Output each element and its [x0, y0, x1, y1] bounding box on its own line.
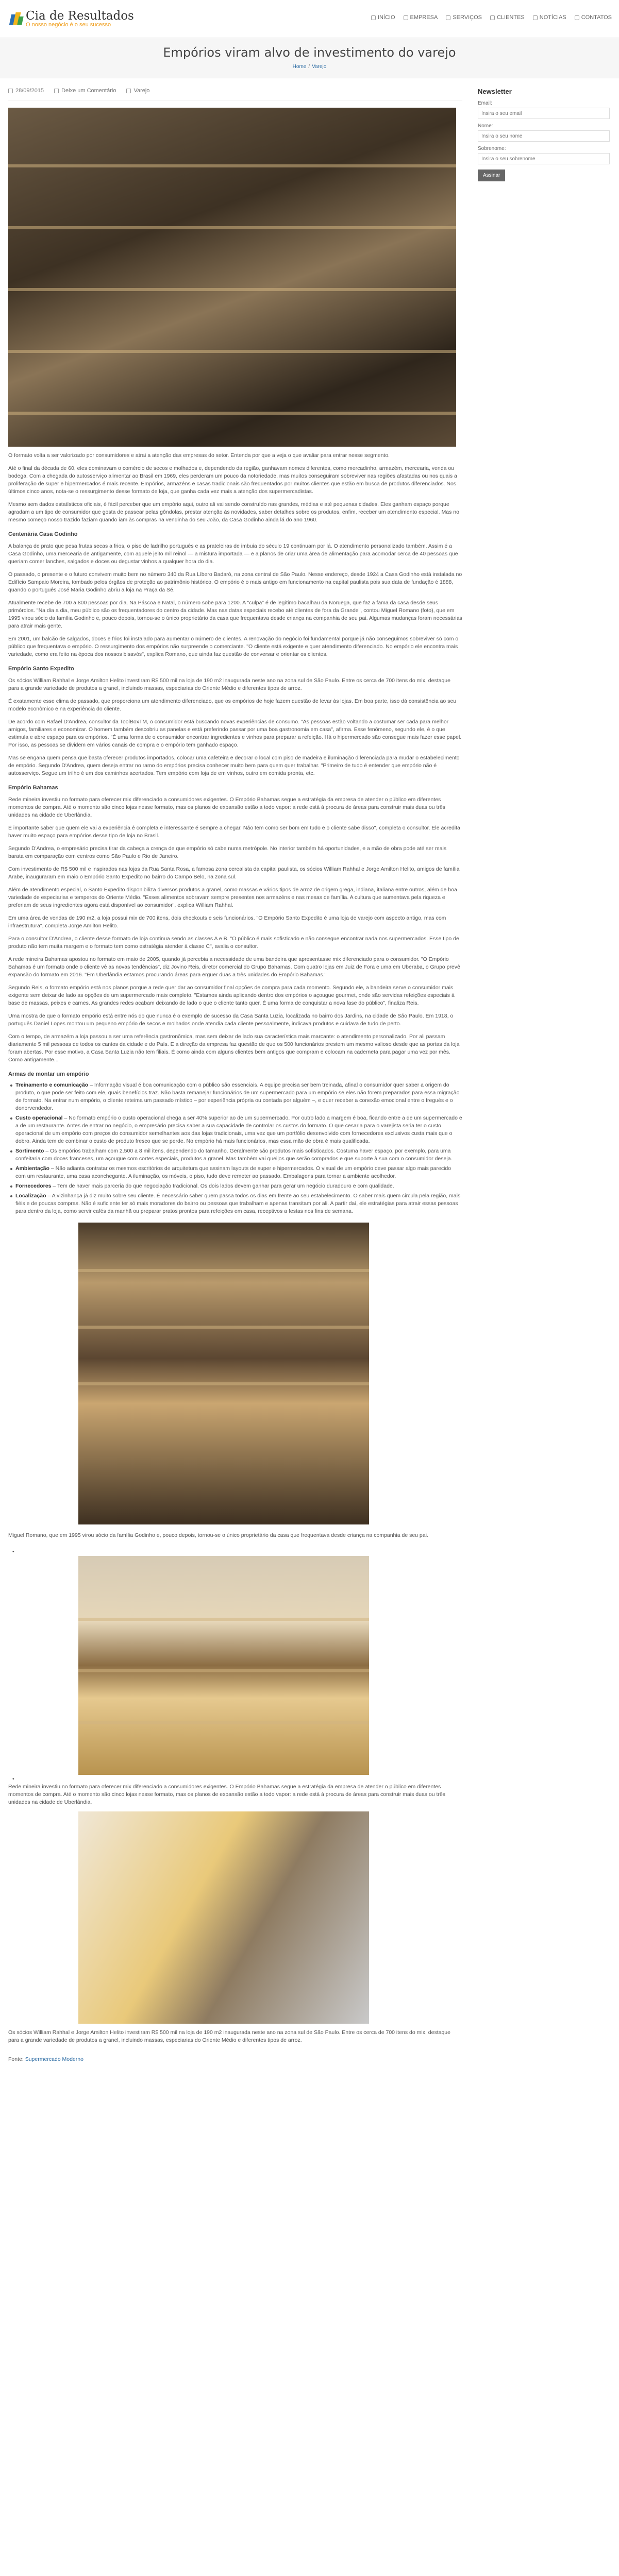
- section-heading: Empório Santo Expedito: [8, 666, 74, 672]
- article-paragraph: Mas se engana quem pensa que basta oferecer produtos importados, colocar uma cafeteira e decorar o local com piso de madeira e iluminação diferenciada para mudar o estabelecimento de empório. Segundo D'Andrea, quem deseja entrar no ramo do empórios precisa conhecer muito bem para quem quer trabalhar. "Primeiro de tudo é entender que empório não é autosserviço. Segue um trilho é um dos caminhos acertados. Tem empório com loja de em vinhos, outro em comida pronta, etc.: [8, 755, 460, 776]
- post-date-text: 28/09/2015: [15, 88, 44, 94]
- name-field[interactable]: [478, 130, 610, 142]
- list-item-title: Localização: [15, 1193, 46, 1199]
- logo-icon: [9, 12, 24, 26]
- article-photo-bahamas: [78, 1556, 369, 1775]
- breadcrumb: [0, 64, 619, 70]
- folder-icon: [126, 89, 131, 93]
- title-bar: [0, 38, 619, 78]
- article-paragraph: Até o final da década de 60, eles dominavam o comércio de secos e molhados e, dependendo da região, ganhavam nomes diferentes, como mercadinho, armazém, mercearia, venda ou bodega. Com a chegada do autosserviço alimentar ao Brasil em 1969, eles perderam um pouco da notoriedade, mas muitos conseguiram sobreviver nas regiões afastadas ou nos quais a proliferação de super e hipermercados é mais recente. Empórios, armazéns e casas tradicionais são frequentados por muitos clientes que estão em busca de produtos diferenciados. Nos últimos cinco anos, nota-se o ressurgimento desse formato de loja, que ganha cada vez mais a atenção dos supermercadistas.: [8, 465, 457, 495]
- article-paragraph: Para o consultor D'Andrea, o cliente desse formato de loja continua sendo as classes A e B. "O público é mais sofisticado e não consegue encontrar nada nos supermercados. Esse tipo de produto não tem muita margem e o formato tem como estratégia atender à classe C", avalia o consultor.: [8, 936, 459, 950]
- post-meta: [8, 88, 462, 100]
- article-paragraph: De acordo com Rafael D'Andrea, consultor da ToolBoxTM, o consumidor está buscando novas experiências de consumo. "As pessoas estão voltando a costumar ser cada para melhor amigos, familiares e economizar. O homem também descobriu as panelas e está preferindo passar por uma boa gastronomia em casa", afirma. Esse fenômeno, segundo ele, é o que estimula e abre espaço para os empórios. "É uma forma de o consumidor encontrar ingredientes e vinhos para preparar a refeição. Há o hipermercado são consegue mais fazer esse papel. Por isso, as pessoas se dividem em vários canais de compra e o empório tem ganhado espaço.: [8, 719, 462, 748]
- surname-field[interactable]: [478, 153, 610, 164]
- article-paragraph: Segundo Reis, o formato empório está nos planos porque a rede quer dar ao consumidor final opções de compra para cada momento. Segundo ele, a bandeira serve o consumidor mais exigente sem deixar de lado as opções de um supermercado mais completo. "Estamos ainda aplicando dentro dos empórios o açougue gourmet, onde são servidas refeições especiais à base de massas, peixes e carnes. As grandes redes acabam deixando de lado o que o cliente tanto quer. É uma forma de conquistar a nova fase do público", finaliza Reis.: [8, 985, 455, 1006]
- list-item-title: Treinamento e comunicação: [15, 1082, 89, 1088]
- nav-item-inicio[interactable]: [371, 14, 395, 21]
- site-logo[interactable]: [9, 10, 134, 28]
- article-photo-godinho: [78, 1223, 369, 1524]
- nav-item-label: SERVIÇOS: [453, 14, 482, 21]
- article-paragraph: Em uma área de vendas de 190 m2, a loja possui mix de 700 itens, dois checkouts e seis funcionários. "O Empório Santo Expedito é uma loja de varejo com aspecto antigo, mas com infraestrutura", completa Jorge Amilton Helito.: [8, 915, 446, 929]
- comment-icon: [54, 89, 59, 93]
- article-photo-santo-expedito: [78, 1811, 369, 2024]
- section-heading: Empório Bahamas: [8, 785, 58, 791]
- list-item: [15, 1192, 462, 1215]
- article-paragraph: Em 2001, um balcão de salgados, doces e frios foi instalado para aumentar o número de clientes. A renovação do negócio foi fundamental porque já não conseguimos sobreviver só com o público que frequentava o empório. O ressurgimento dos empórios não surpreende o comerciante. "O cliente está exigente e quer atendimento diferenciado. No empório ele encontra mais variedade, como era feito na época dos nossos bisavós", explica Romano, que ainda faz questão de conversar e orientar os clientes.: [8, 636, 459, 657]
- tips-list: [8, 1081, 462, 1215]
- photo-caption: Os sócios William Rahhal e Jorge Amilton Helito investiram R$ 500 mil na loja de 190 m2 inaugurada neste ano na zona sul de São Paulo. Entre os cerca de 700 itens do mix, destaque para a grande variedade de produtos a granel, incluindo massas, especiarias do Oriente Médio e diferentes tipos de arroz.: [8, 2029, 450, 2043]
- post-category-text[interactable]: Varejo: [133, 88, 150, 94]
- article-paragraph: O passado, o presente e o futuro convivem muito bem no número 340 da Rua Líbero Badaró, na zona central de São Paulo. Nesse endereço, desde 1924 a Casa Godinho está instalada no Edifício Sampaio Moreira, tombado pelos órgãos de proteção ao patrimônio histórico. O empório é o mais antigo em funcionamento na capital paulista pois sua data de fundação é 1888, quando o português José Maria Godinho abriu a loja na Praça da Sé.: [8, 571, 462, 593]
- main-nav: [371, 14, 612, 21]
- building-icon: [404, 15, 408, 20]
- source-line: [8, 2056, 462, 2063]
- breadcrumb-home[interactable]: Home: [292, 64, 307, 70]
- subscribe-button[interactable]: Assinar: [478, 170, 505, 181]
- nav-item-contatos[interactable]: [575, 14, 612, 21]
- newsletter-title: Newsletter: [478, 88, 512, 95]
- source-link[interactable]: Supermercado Moderno: [25, 2056, 83, 2062]
- gear-icon: [446, 15, 450, 20]
- article-paragraph: A balança de prato que pesa frutas secas a frios, o piso de ladrilho português e as prateleiras de imbuia do século 19 continuam por lá. O atendimento personalizado também. Assim é a Casa Godinho, uma mercearia de antigamente, com aquele jeito mil reinol — a mistura importada — e a planos de criar uma área de alimentação para acomodar cerca de 40 pessoas que queriam comer lanches, salgados e doces ou degustar vinhos a qualquer hora do dia.: [8, 543, 458, 565]
- post-date: [8, 88, 44, 94]
- list-item-text: – Tem de haver mais parceria do que negociação tradicional. Os dois lados devem ganhar para gerar um negócio duradouro e com qualidade.: [51, 1183, 394, 1189]
- post-category[interactable]: [126, 88, 149, 94]
- nav-item-label: NOTÍCIAS: [539, 14, 566, 21]
- list-item-text: – Os empórios trabalham com 2.500 a 8 mil itens, dependendo do tamanho. Geralmente são produtos mais sofisticados. Costuma haver espaço, por exemplo, para uma confeitaria com doces franceses, um açougue com cortes especiais, produtos a granel. Mas também vai queijos que serão comprados e que suporte à sua com o consumidor deseja.: [15, 1148, 453, 1162]
- photo-caption: Miguel Romano, que em 1995 virou sócio da família Godinho e, pouco depois, tornou-se o único proprietário da casa que frequentava desde criança na companhia de seu pai.: [8, 1532, 428, 1538]
- article-paragraph: Com o tempo, de armazém a loja passou a ser uma referência gastronômica, mas sem deixar de lado sua característica mais marcante: o atendimento personalizado. Por ali passam diariamente 5 mil pessoas de todos os cantos da cidade e do País. E a direção da empresa faz questão de que os 500 funcionários prestem um mesmo valioso desde que as portas da loja foram abertas. Por esse motivo, a Casa Santa Luzia não tem filiais. É como ainda com alguns clientes bem antigos que compram e colocam na caderneta para pagar uma vez por mês. Como antigamente...: [8, 1033, 460, 1063]
- nav-item-label: CLIENTES: [496, 14, 525, 21]
- article-paragraph: Com investimento de R$ 500 mil e inspirados nas lojas da Rua Santa Rosa, a famosa zona cerealista da capital paulista, os sócios William Rahhal e Jorge Amilton Helito, amigos de família Árabe, inauguraram em maio o Empório Santo Expedito no bairro do Campo Belo, na zona sul.: [8, 866, 460, 880]
- nav-item-empresa[interactable]: [404, 14, 438, 21]
- article-body: [8, 452, 462, 2063]
- home-icon: [371, 15, 376, 20]
- nav-item-label: CONTATOS: [581, 14, 612, 21]
- list-item: [15, 1165, 462, 1180]
- list-item-text: – No formato empório o custo operacional chega a ser 40% superior ao de um supermercado. Por outro lado a margem é boa, ficando entre a de um supermercado e a de um restaurante. Antes de entrar no negócio, o empresário precisa saber a sua capacidade de controlar os custos do formato. O que cesaria para o varejista seria ter o custo operacional de um empório com preços do consumidor semelhantes aos das lojas tradicionais, uma vez que um portfólio desenvolvido com fornecedores exclusivos custa mais que o dobro. Ainda tem de combinar o custo de produto fresco que se perde. No empório há mais funcionários, mas essa mão de obra é mais qualificada.: [15, 1115, 462, 1144]
- users-icon: [490, 15, 495, 20]
- empty-bullet: •: [12, 1776, 14, 1782]
- featured-photo: [8, 108, 456, 447]
- list-item-title: Custo operacional: [15, 1115, 63, 1121]
- article-main: [8, 88, 462, 2063]
- article-paragraph: Segundo D'Andrea, o empresário precisa tirar da cabeça a crença de que empório só cabe numa metrópole. No interior também há oportunidades, e a mão de obra pode até ser mais barata em comparação com centros como São Paulo e Rio de Janeiro.: [8, 845, 447, 859]
- list-item-title: Ambientação: [15, 1165, 49, 1172]
- list-item-title: Sortimento: [15, 1148, 44, 1154]
- list-item-text: – Não adianta contratar os mesmos escritórios de arquitetura que assinam layouts de super e hipermercados. O visual de um empório deve passar algo mais parecido com um restaurante, uma casa aconchegante. A iluminação, os móveis, o piso, tudo deve remeter ao passado. Embalagens para tornar a ambiente acolhedor.: [15, 1165, 451, 1179]
- list-item-title: Fornecedores: [15, 1183, 52, 1189]
- nav-item-clientes[interactable]: [490, 14, 525, 21]
- email-field[interactable]: [478, 108, 610, 119]
- post-comments[interactable]: [54, 88, 116, 94]
- name-label: Nome:: [478, 123, 493, 129]
- list-item: [15, 1081, 462, 1112]
- article-paragraph: Além de atendimento especial, o Santo Expedito disponibiliza diversos produtos a granel, como massas e vários tipos de arroz de origem grega, indiana, italiana entre outros, além de boa variedade de especiarias e temperos do Oriente Médio. "Esses alimentos sobravam sempre presentes nos armazéns e nas mesas de família. A cultura que aumentava pela riqueza e preferiam de seus ingredientes agora está disponível ao consumidor", explica William Rahhal.: [8, 887, 457, 908]
- brand-name: Cia de Resultados: [26, 9, 134, 23]
- article-paragraph: Os sócios William Rahhal e Jorge Amilton Helito investiram R$ 500 mil na loja de 190 m2 inaugurada neste ano na zona sul de São Paulo. Entre os cerca de 700 itens do mix, destaque para a grande variedade de produtos a granel, incluindo massas, especiarias do Oriente Médio e diferentes tipos de arroz.: [8, 677, 450, 691]
- article-paragraph: Mesmo sem dados estatísticos oficiais, é fácil perceber que um empório aqui, outro ali vai sendo construído nas grandes, médias e até pequenas cidades. Eles ganham espaço porque agradam a um tipo de consumidor que gosta de passear pelas gôndolas, prestar atenção às novidades, saber detalhes sobre os produtos, enfim, receber um atendimento especial. Mas no mesmo começo nosso trazido faziam quando iam às compras na vendinha do seu João, da Casa Godinho ainda lá do ano 1960.: [8, 501, 459, 523]
- empty-bullet: •: [12, 1549, 14, 1555]
- brand-tagline: O nosso negócio é o seu sucesso: [26, 22, 111, 28]
- article-paragraph: Atualmente recebe de 700 a 800 pessoas por dia. Na Páscoa e Natal, o número sobe para 1200. A "culpa" é de legítimo bacalhau da Noruega, que faz a fama da casa desde seus primórdios. "Na dia a dia, meu público são os frequentadores do centro da cidade. Mas nas datas especiais recebo até clientes de fora da Grande", contou Miguel Romano (foto), que em 1995 virou sócio da família Godinho e, pouco depois, tornou-se o único proprietário da casa que frequentava desde criança na companhia de seu pai. Algumas mudanças foram necessárias para atrair mais gente.: [8, 600, 462, 629]
- article-paragraph: Rede mineira investiu no formato para oferecer mix diferenciado a consumidores exigentes. O Empório Bahamas segue a estratégia da empresa de atender o público em diferentes momentos de compra. Até o momento são cinco lojas nesse formato, mas os planos de expansão estão a todo vapor: a rede está à procura de áreas para construir mais duas ou três unidades na cidade de Uberlândia.: [8, 796, 446, 818]
- list-item-text: – A vizinhança já diz muito sobre seu cliente. É necessário saber quem passa todos os dias em frente ao seu estabelecimento. O saber mais quem circula pela região, mais fiéis e de poucas compras. Não é suficiente ter só mais moradores do bairro ou pessoas que trabalham e apenas transitam por ali. A partir daí, ele estratégias para atrair essas pessoas para dentro da loja, como servir cafés da manhã ou preparar pratos prontos para refeições em casa, receptivos a festas nos fins de semana.: [15, 1193, 461, 1214]
- email-label: Email:: [478, 100, 492, 106]
- article-paragraph: É importante saber que quem ele vai a experiência é completa e interessante é sempre a chegar. Não tem como ser bom em tudo e o cliente sabe disso", completa o consultor. Ele acredita haver muito espaço para empórios desse tipo de loja no Brasil.: [8, 825, 460, 839]
- list-item: [15, 1182, 462, 1190]
- contact-icon: [575, 15, 579, 20]
- nav-item-noticias[interactable]: [533, 14, 566, 21]
- nav-item-servicos[interactable]: [446, 14, 482, 21]
- page-title: Empórios viram alvo de investimento do varejo: [163, 45, 456, 60]
- calendar-icon: [8, 89, 13, 93]
- article-paragraph: O formato volta a ser valorizado por consumidores e atrai a atenção das empresas do setor. Entenda por que a veja o que avaliar para entrar nesse segmento.: [8, 452, 390, 459]
- nav-item-label: EMPRESA: [410, 14, 438, 21]
- sidebar: [478, 88, 610, 181]
- section-heading: Armas de montar um empório: [8, 1071, 89, 1077]
- surname-label: Sobrenome:: [478, 146, 506, 151]
- photo-caption: Rede mineira investiu no formato para oferecer mix diferenciado a consumidores exigentes. O Empório Bahamas segue a estratégia da empresa de atender o público em diferentes momentos de compra. Até o momento são cinco lojas nesse formato, mas os planos de expansão estão a todo vapor: a rede está à procura de áreas para construir mais duas ou três unidades na cidade de Uberlândia.: [8, 1784, 446, 1805]
- list-item: [15, 1114, 462, 1145]
- list-item-text: – Informação visual é boa comunicação com o público são essenciais. A equipe precisa ser bem treinada, afinal o consumidor quer saber a origem do produto, o que pode ser feito com ele, quais benefícios traz. Não basta remanejar funcionários de um supermercado para um empório se eles não forem preparados para essa migração de formato. Na entrar num empório, o cliente reteima um passado místico – por experiência própria ou contada por alguém –, e quer receber a conexão emocional entre o fregués e o donorvendedor.: [15, 1082, 460, 1111]
- article-paragraph: Uma mostra de que o formato empório está entre nós do que nunca é o exemplo de sucesso da Casa Santa Luzia, localizada no bairro dos Jardins, na cidade de São Paulo. Em 1918, o português Daniel Lopes montou um pequeno empório de secos e molhados onde atendia cada cliente pessoalmente, indicava produtos e cuidava de tudo de perto.: [8, 1013, 454, 1027]
- nav-item-label: INÍCIO: [377, 14, 395, 21]
- breadcrumb-current[interactable]: Varejo: [312, 64, 327, 70]
- breadcrumb-separator: /: [308, 64, 310, 70]
- site-header: [0, 0, 619, 38]
- article-paragraph: A rede mineira Bahamas apostou no formato em maio de 2005, quando já percebia a necessidade de uma bandeira que apresentasse mix diferenciado para o consumidor. "O Empório Bahamas é um formato onde o cliente vê as novas tendências", diz Jovino Reis, diretor comercial do Grupo Bahamas. Com quatro lojas em Juiz de Fora e uma em Uberaba, o Grupo prevê expansão do formato em 2016. "Em Uberlândia estamos procurando áreas para erguer duas a três unidades do Empório Bahamas.": [8, 956, 460, 978]
- article-paragraph: É exatamente esse clima de passado, que proporciona um atendimento diferenciado, que os empórios de hoje fazem questão de levar às lojas. Em boa parte, isso dá consistência ao seu modelo econômico e na experiência do cliente.: [8, 698, 457, 712]
- source-label: Fonte:: [8, 2056, 24, 2062]
- section-heading: Centenária Casa Godinho: [8, 531, 78, 537]
- news-icon: [533, 15, 538, 20]
- list-item: [15, 1147, 462, 1163]
- post-comments-text[interactable]: Deixe um Comentário: [61, 88, 116, 94]
